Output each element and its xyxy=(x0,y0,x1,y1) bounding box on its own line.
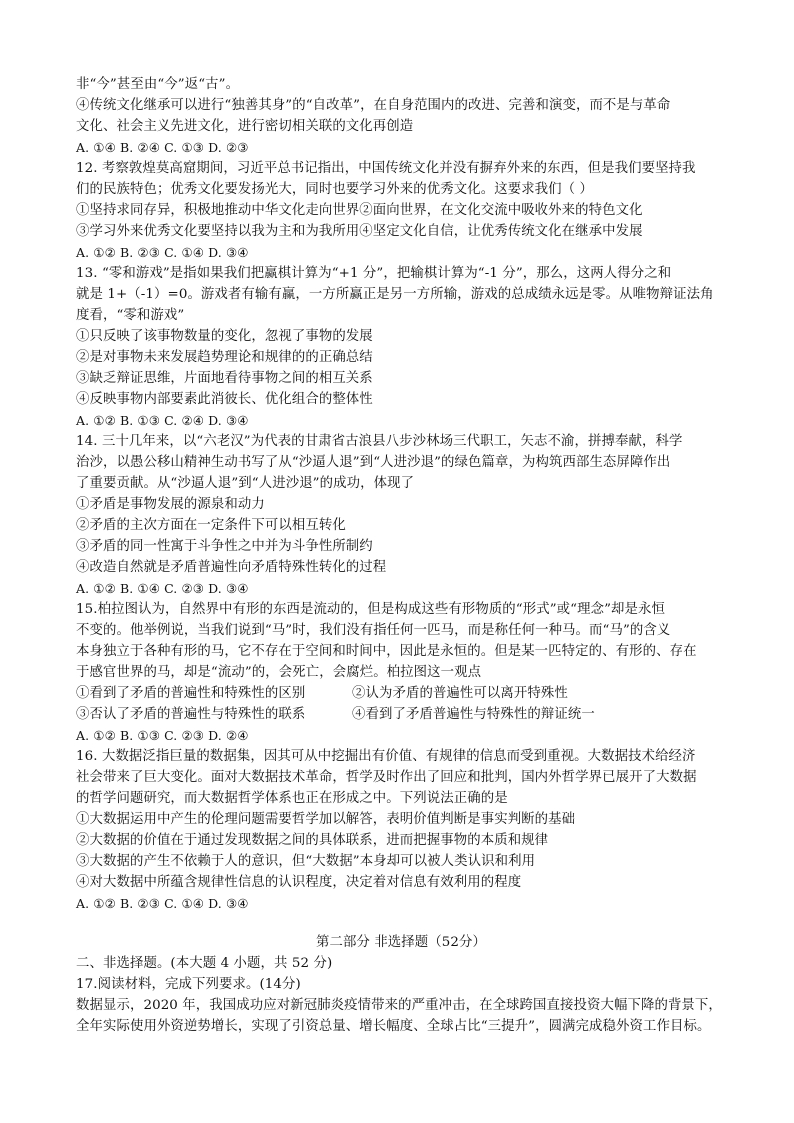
section-heading: 二、非选择题。(本大题 4 小题，共 52 分) xyxy=(76,956,333,971)
statement-4: ④看到了矛盾普遍性与特殊性的辩证统一 xyxy=(352,707,595,722)
question-stem: 12. 考察敦煌莫高窟期间，习近平总书记指出，中国传统文化并没有摒弃外来的东西，但是我们要坚持我 xyxy=(76,161,696,176)
statement-3: ③否认了矛盾的普遍性与特殊性的联系 xyxy=(76,707,306,722)
part-two xyxy=(76,932,726,1037)
material-text: 全年实际使用外资逆势增长，实现了引资总量、增长幅度、全球占比“三提升”，圆满完成稳外资工作目标。 xyxy=(76,1019,711,1034)
question-stem: 本身独立于各种有形的马，它不存在于空间和时间中，因此是永恒的。但是某一匹特定的、有形的、存在 xyxy=(76,644,697,659)
answer-options: A. ①② B. ①③ C. ②③ D. ②④ xyxy=(76,728,249,743)
question-stem: 16. 大数据泛指巨量的数据集，因其可从中挖掘出有价值、有规律的信息而受到重视。大数据技术给经济 xyxy=(76,749,696,764)
text-line: ④传统文化继承可以进行“独善其身”的“自改革”，在自身范围内的改进、完善和演变，而不是与革命 xyxy=(76,98,671,113)
question-stem: 就是 1+（-1）=0。游戏者有输有赢，一方所赢正是另一方所输，游戏的总成绩永远是零。从唯物辩证法角 xyxy=(76,287,714,302)
part-title: 第二部分 非选择题（52分） xyxy=(316,935,486,950)
statement-row xyxy=(76,683,726,704)
question-stem: 15.柏拉图认为，自然界中有形的东西是流动的，但是构成这些有形物质的“形式”或“理念”却是永恒 xyxy=(76,602,665,617)
answer-options: A. ①④ B. ②④ C. ①③ D. ②③ xyxy=(76,140,249,155)
question-14 xyxy=(76,431,726,599)
statement-line: ④反映事物内部要素此消彼长、优化组合的整体性 xyxy=(76,392,373,407)
question-12 xyxy=(76,158,726,263)
answer-options: A. ①② B. ①④ C. ②③ D. ③④ xyxy=(76,581,249,596)
statement-line: ④改造自然就是矛盾普遍性向矛盾特殊性转化的过程 xyxy=(76,560,387,575)
question-17-title: 17.阅读材料，完成下列要求。(14分) xyxy=(76,977,301,992)
question-stem: 的哲学问题研究，而大数据哲学体系也正在形成之中。下列说法正确的是 xyxy=(76,791,508,806)
question-stem: 不变的。他举例说，当我们说到“马”时，我们没有指任何一匹马，而是称任何一种马。而“马”的含义 xyxy=(76,623,671,638)
question-stem: 社会带来了巨大变化。面对大数据技术革命，哲学及时作出了回应和批判，国内外哲学界已展开了大数据 xyxy=(76,770,697,785)
statement-line: ①坚持求同存异，积极地推动中华文化走向世界②面向世界，在文化交流中吸收外来的特色文化 xyxy=(76,203,643,218)
question-stem: 们的民族特色；优秀文化要发扬光大，同时也要学习外来的优秀文化。这要求我们（ ） xyxy=(76,182,593,197)
text-line: 非“今”甚至由“今”返“古”。 xyxy=(76,77,240,92)
question-stem: 13. “零和游戏”是指如果我们把赢棋计算为“+1 分”，把输棋计算为“-1 分”，那么，这两人得分之和 xyxy=(76,266,672,281)
statement-line: ②是对事物未来发展趋势理论和规律的的正确总结 xyxy=(76,350,373,365)
statement-line: ①矛盾是事物发展的源泉和动力 xyxy=(76,497,265,512)
question-13 xyxy=(76,263,726,431)
statement-line: ③学习外来优秀文化要坚持以我为主和为我所用④坚定文化自信，让优秀传统文化在继承中发展 xyxy=(76,224,643,239)
question-stem: 度看，“零和游戏” xyxy=(76,308,185,323)
question-stem: 治沙，以愚公移山精神生动书写了从“沙逼人退”到“人进沙退”的绿色篇章，为构筑西部生态屏障作出 xyxy=(76,455,671,470)
question-15 xyxy=(76,599,726,746)
statement-line: ②矛盾的主次方面在一定条件下可以相互转化 xyxy=(76,518,346,533)
question-stem: 14. 三十几年来，以“六老汉”为代表的甘肃省古浪县八步沙林场三代职工，矢志不渝，拼搏奉献，科学 xyxy=(76,434,683,449)
statement-line: ③大数据的产生不依赖于人的意识，但“大数据”本身却可以被人类认识和利用 xyxy=(76,854,536,869)
statement-row xyxy=(76,704,726,725)
statement-line: ①只反映了该事物数量的变化，忽视了事物的发展 xyxy=(76,329,373,344)
spacer xyxy=(76,914,726,932)
statement-line: ③矛盾的同一性寓于斗争性之中并为斗争性所制约 xyxy=(76,539,373,554)
answer-options: A. ①② B. ②③ C. ①④ D. ③④ xyxy=(76,896,249,911)
statement-line: ④对大数据中所蕴含规律性信息的认识程度，决定着对信息有效利用的程度 xyxy=(76,875,522,890)
exam-page xyxy=(76,74,726,1037)
statement-1: ①看到了矛盾的普遍性和特殊性的区别 xyxy=(76,686,306,701)
statement-line: ①大数据运用中产生的伦理问题需要哲学加以解答，表明价值判断是事实判断的基础 xyxy=(76,812,576,827)
text-line: 文化、社会主义先进文化，进行密切相关联的文化再创造 xyxy=(76,119,414,134)
statement-2: ②认为矛盾的普遍性可以离开特殊性 xyxy=(352,686,568,701)
question-stem: 了重要贡献。从“沙逼人退”到“人进沙退”的成功，体现了 xyxy=(76,476,415,491)
answer-options: A. ①② B. ②③ C. ①④ D. ③④ xyxy=(76,245,249,260)
material-text: 数据显示，2020 年，我国成功应对新冠肺炎疫情带来的严重冲击，在全球跨国直接投资大幅下降的背景下， xyxy=(76,998,722,1013)
statement-line: ③缺乏辩证思维，片面地看待事物之间的相互关系 xyxy=(76,371,373,386)
question-16 xyxy=(76,746,726,914)
question-stem: 于感官世界的马，却是“流动”的，会死亡，会腐烂。柏拉图这一观点 xyxy=(76,665,482,680)
question-11-tail xyxy=(76,74,726,158)
statement-line: ②大数据的价值在于通过发现数据之间的具体联系，进而把握事物的本质和规律 xyxy=(76,833,549,848)
answer-options: A. ①② B. ①③ C. ②④ D. ③④ xyxy=(76,413,249,428)
